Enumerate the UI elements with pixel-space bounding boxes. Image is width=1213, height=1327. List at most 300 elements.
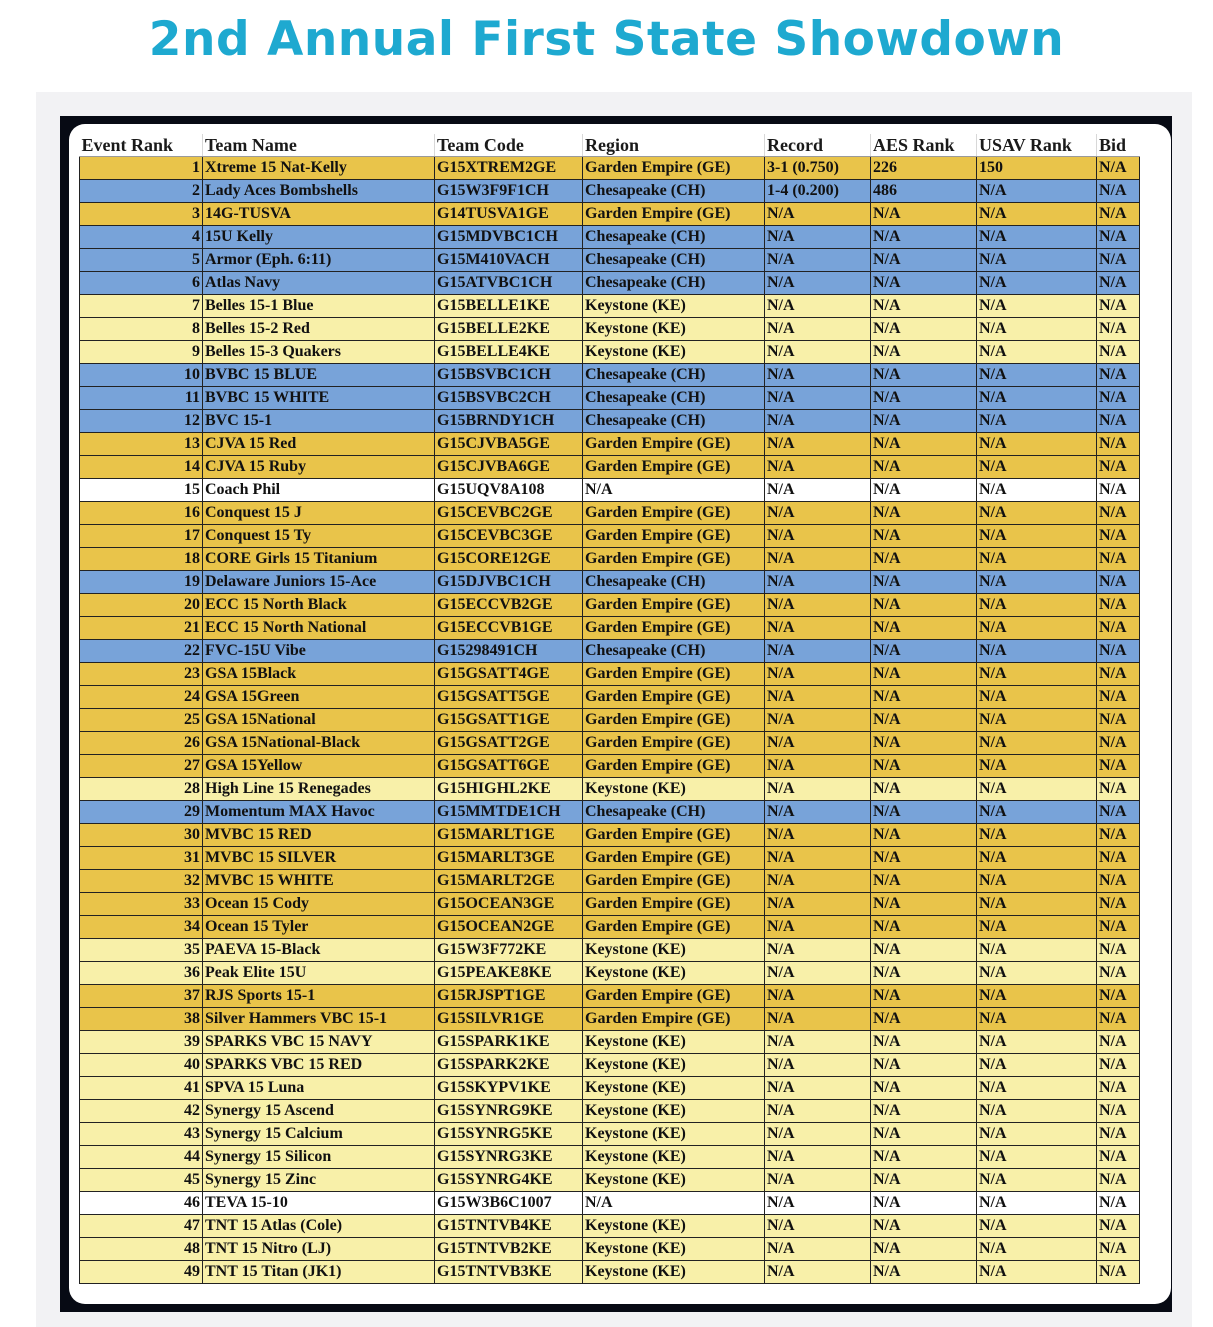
- table-row: [80, 755, 1140, 778]
- bid-cell: N/A: [1097, 387, 1140, 410]
- table-row: [80, 571, 1140, 594]
- usav-rank-cell: 150: [977, 157, 1097, 180]
- team-code-cell: G15TNTVB2KE: [435, 1238, 583, 1261]
- team-name-cell: MVBC 15 SILVER: [203, 847, 435, 870]
- team-code-cell: G15GSATT4GE: [435, 663, 583, 686]
- event-rank-cell: 2: [80, 180, 203, 203]
- table-row: [80, 203, 1140, 226]
- table-row: [80, 548, 1140, 571]
- bid-cell: N/A: [1097, 525, 1140, 548]
- table-row: [80, 433, 1140, 456]
- region-cell: Chesapeake (CH): [583, 272, 765, 295]
- region-cell: Chesapeake (CH): [583, 410, 765, 433]
- event-rank-cell: 40: [80, 1054, 203, 1077]
- aes-rank-cell: N/A: [871, 1123, 977, 1146]
- team-code-cell: G15ECCVB1GE: [435, 617, 583, 640]
- event-rank-cell: 43: [80, 1123, 203, 1146]
- record-cell: N/A: [765, 617, 871, 640]
- region-cell: Garden Empire (GE): [583, 870, 765, 893]
- team-name-cell: MVBC 15 RED: [203, 824, 435, 847]
- table-row: [80, 640, 1140, 663]
- usav-rank-cell: N/A: [977, 1169, 1097, 1192]
- record-cell: N/A: [765, 272, 871, 295]
- team-name-cell: BVBC 15 BLUE: [203, 364, 435, 387]
- team-code-cell: G15GSATT5GE: [435, 686, 583, 709]
- record-cell: N/A: [765, 893, 871, 916]
- event-rank-cell: 41: [80, 1077, 203, 1100]
- event-rank-cell: 42: [80, 1100, 203, 1123]
- table-row: [80, 157, 1140, 180]
- aes-rank-cell: N/A: [871, 525, 977, 548]
- region-cell: Garden Empire (GE): [583, 755, 765, 778]
- event-rank-cell: 47: [80, 1215, 203, 1238]
- record-cell: N/A: [765, 410, 871, 433]
- event-rank-cell: 13: [80, 433, 203, 456]
- team-code-cell: G15MARLT1GE: [435, 824, 583, 847]
- aes-rank-cell: N/A: [871, 663, 977, 686]
- team-code-cell: G15SYNRG5KE: [435, 1123, 583, 1146]
- header-aes-rank: AES Rank: [871, 134, 977, 157]
- record-cell: N/A: [765, 502, 871, 525]
- bid-cell: N/A: [1097, 433, 1140, 456]
- team-code-cell: G15BRNDY1CH: [435, 410, 583, 433]
- bid-cell: N/A: [1097, 341, 1140, 364]
- aes-rank-cell: N/A: [871, 502, 977, 525]
- table-row: [80, 939, 1140, 962]
- table-row: [80, 1192, 1140, 1215]
- usav-rank-cell: N/A: [977, 1054, 1097, 1077]
- bid-cell: N/A: [1097, 1054, 1140, 1077]
- usav-rank-cell: N/A: [977, 617, 1097, 640]
- bid-cell: N/A: [1097, 1100, 1140, 1123]
- region-cell: Chesapeake (CH): [583, 180, 765, 203]
- team-code-cell: G15SPARK2KE: [435, 1054, 583, 1077]
- aes-rank-cell: N/A: [871, 1054, 977, 1077]
- team-code-cell: G15RJSPT1GE: [435, 985, 583, 1008]
- region-cell: Keystone (KE): [583, 1169, 765, 1192]
- aes-rank-cell: N/A: [871, 686, 977, 709]
- event-rank-cell: 16: [80, 502, 203, 525]
- bid-cell: N/A: [1097, 180, 1140, 203]
- record-cell: N/A: [765, 1169, 871, 1192]
- region-cell: Keystone (KE): [583, 341, 765, 364]
- record-cell: N/A: [765, 663, 871, 686]
- event-rank-cell: 36: [80, 962, 203, 985]
- team-name-cell: High Line 15 Renegades: [203, 778, 435, 801]
- bid-cell: N/A: [1097, 663, 1140, 686]
- aes-rank-cell: N/A: [871, 479, 977, 502]
- usav-rank-cell: N/A: [977, 295, 1097, 318]
- event-rank-cell: 30: [80, 824, 203, 847]
- record-cell: N/A: [765, 1008, 871, 1031]
- bid-cell: N/A: [1097, 1146, 1140, 1169]
- table-body: [80, 157, 1140, 1284]
- team-code-cell: G15XTREM2GE: [435, 157, 583, 180]
- team-name-cell: Synergy 15 Ascend: [203, 1100, 435, 1123]
- team-code-cell: G15BSVBC2CH: [435, 387, 583, 410]
- event-rank-cell: 25: [80, 709, 203, 732]
- bid-cell: N/A: [1097, 364, 1140, 387]
- usav-rank-cell: N/A: [977, 433, 1097, 456]
- team-code-cell: G15W3F772KE: [435, 939, 583, 962]
- record-cell: N/A: [765, 755, 871, 778]
- usav-rank-cell: N/A: [977, 801, 1097, 824]
- aes-rank-cell: N/A: [871, 272, 977, 295]
- aes-rank-cell: N/A: [871, 778, 977, 801]
- event-rank-cell: 21: [80, 617, 203, 640]
- region-cell: Garden Empire (GE): [583, 893, 765, 916]
- region-cell: Garden Empire (GE): [583, 985, 765, 1008]
- bid-cell: N/A: [1097, 755, 1140, 778]
- usav-rank-cell: N/A: [977, 709, 1097, 732]
- team-code-cell: G15ATVBC1CH: [435, 272, 583, 295]
- table-row: [80, 732, 1140, 755]
- header-record: Record: [765, 134, 871, 157]
- bid-cell: N/A: [1097, 249, 1140, 272]
- aes-rank-cell: N/A: [871, 755, 977, 778]
- team-name-cell: Delaware Juniors 15-Ace: [203, 571, 435, 594]
- usav-rank-cell: N/A: [977, 594, 1097, 617]
- team-code-cell: G15SYNRG4KE: [435, 1169, 583, 1192]
- aes-rank-cell: N/A: [871, 456, 977, 479]
- region-cell: Keystone (KE): [583, 939, 765, 962]
- record-cell: N/A: [765, 203, 871, 226]
- record-cell: N/A: [765, 1031, 871, 1054]
- usav-rank-cell: N/A: [977, 1077, 1097, 1100]
- event-rank-cell: 22: [80, 640, 203, 663]
- team-code-cell: G15CORE12GE: [435, 548, 583, 571]
- bid-cell: N/A: [1097, 295, 1140, 318]
- team-code-cell: G15DJVBC1CH: [435, 571, 583, 594]
- team-code-cell: G15ECCVB2GE: [435, 594, 583, 617]
- aes-rank-cell: N/A: [871, 893, 977, 916]
- region-cell: Garden Empire (GE): [583, 203, 765, 226]
- region-cell: Keystone (KE): [583, 1077, 765, 1100]
- team-name-cell: Lady Aces Bombshells: [203, 180, 435, 203]
- aes-rank-cell: N/A: [871, 433, 977, 456]
- usav-rank-cell: N/A: [977, 1100, 1097, 1123]
- usav-rank-cell: N/A: [977, 939, 1097, 962]
- event-rank-cell: 46: [80, 1192, 203, 1215]
- team-name-cell: PAEVA 15-Black: [203, 939, 435, 962]
- region-cell: Chesapeake (CH): [583, 364, 765, 387]
- record-cell: N/A: [765, 1077, 871, 1100]
- region-cell: Chesapeake (CH): [583, 249, 765, 272]
- standings-table: [79, 134, 1140, 1284]
- team-code-cell: G15TNTVB4KE: [435, 1215, 583, 1238]
- bid-cell: N/A: [1097, 456, 1140, 479]
- team-name-cell: Synergy 15 Calcium: [203, 1123, 435, 1146]
- event-rank-cell: 8: [80, 318, 203, 341]
- aes-rank-cell: N/A: [871, 387, 977, 410]
- team-name-cell: BVBC 15 WHITE: [203, 387, 435, 410]
- aes-rank-cell: N/A: [871, 249, 977, 272]
- bid-cell: N/A: [1097, 1261, 1140, 1284]
- team-code-cell: G15OCEAN3GE: [435, 893, 583, 916]
- table-row: [80, 479, 1140, 502]
- team-code-cell: G15MARLT2GE: [435, 870, 583, 893]
- usav-rank-cell: N/A: [977, 1031, 1097, 1054]
- team-name-cell: GSA 15National: [203, 709, 435, 732]
- usav-rank-cell: N/A: [977, 272, 1097, 295]
- event-rank-cell: 29: [80, 801, 203, 824]
- table-row: [80, 341, 1140, 364]
- table-row: [80, 364, 1140, 387]
- region-cell: Garden Empire (GE): [583, 617, 765, 640]
- team-name-cell: Ocean 15 Cody: [203, 893, 435, 916]
- table-row: [80, 663, 1140, 686]
- table-row: [80, 709, 1140, 732]
- table-row: [80, 594, 1140, 617]
- table-row: [80, 847, 1140, 870]
- aes-rank-cell: N/A: [871, 1261, 977, 1284]
- record-cell: N/A: [765, 295, 871, 318]
- team-name-cell: 15U Kelly: [203, 226, 435, 249]
- team-name-cell: Conquest 15 Ty: [203, 525, 435, 548]
- aes-rank-cell: N/A: [871, 801, 977, 824]
- team-name-cell: BVC 15-1: [203, 410, 435, 433]
- event-rank-cell: 19: [80, 571, 203, 594]
- record-cell: N/A: [765, 1215, 871, 1238]
- record-cell: N/A: [765, 778, 871, 801]
- usav-rank-cell: N/A: [977, 1008, 1097, 1031]
- aes-rank-cell: N/A: [871, 1077, 977, 1100]
- bid-cell: N/A: [1097, 847, 1140, 870]
- bid-cell: N/A: [1097, 1169, 1140, 1192]
- usav-rank-cell: N/A: [977, 410, 1097, 433]
- table-row: [80, 1238, 1140, 1261]
- record-cell: N/A: [765, 1261, 871, 1284]
- region-cell: N/A: [583, 1192, 765, 1215]
- usav-rank-cell: N/A: [977, 916, 1097, 939]
- table-row: [80, 1054, 1140, 1077]
- aes-rank-cell: N/A: [871, 709, 977, 732]
- team-name-cell: SPARKS VBC 15 NAVY: [203, 1031, 435, 1054]
- team-name-cell: Synergy 15 Zinc: [203, 1169, 435, 1192]
- team-code-cell: G15W3F9F1CH: [435, 180, 583, 203]
- team-code-cell: G15MMTDE1CH: [435, 801, 583, 824]
- table-row: [80, 1146, 1140, 1169]
- bid-cell: N/A: [1097, 686, 1140, 709]
- record-cell: N/A: [765, 341, 871, 364]
- region-cell: Garden Empire (GE): [583, 525, 765, 548]
- usav-rank-cell: N/A: [977, 962, 1097, 985]
- table-row: [80, 1031, 1140, 1054]
- table-row: [80, 295, 1140, 318]
- usav-rank-cell: N/A: [977, 341, 1097, 364]
- team-code-cell: G15UQV8A108: [435, 479, 583, 502]
- team-name-cell: Belles 15-2 Red: [203, 318, 435, 341]
- team-code-cell: G15TNTVB3KE: [435, 1261, 583, 1284]
- bid-cell: N/A: [1097, 272, 1140, 295]
- header-event-rank: Event Rank: [80, 134, 203, 157]
- record-cell: N/A: [765, 1054, 871, 1077]
- team-name-cell: Synergy 15 Silicon: [203, 1146, 435, 1169]
- aes-rank-cell: N/A: [871, 1008, 977, 1031]
- region-cell: Keystone (KE): [583, 1238, 765, 1261]
- aes-rank-cell: N/A: [871, 1215, 977, 1238]
- record-cell: N/A: [765, 939, 871, 962]
- table-row: [80, 1123, 1140, 1146]
- aes-rank-cell: N/A: [871, 732, 977, 755]
- usav-rank-cell: N/A: [977, 548, 1097, 571]
- team-name-cell: FVC-15U Vibe: [203, 640, 435, 663]
- usav-rank-cell: N/A: [977, 755, 1097, 778]
- usav-rank-cell: N/A: [977, 1146, 1097, 1169]
- region-cell: N/A: [583, 479, 765, 502]
- record-cell: N/A: [765, 525, 871, 548]
- bid-cell: N/A: [1097, 502, 1140, 525]
- event-rank-cell: 1: [80, 157, 203, 180]
- bid-cell: N/A: [1097, 893, 1140, 916]
- team-name-cell: CJVA 15 Red: [203, 433, 435, 456]
- record-cell: N/A: [765, 594, 871, 617]
- region-cell: Keystone (KE): [583, 295, 765, 318]
- aes-rank-cell: N/A: [871, 571, 977, 594]
- bid-cell: N/A: [1097, 226, 1140, 249]
- team-name-cell: Belles 15-3 Quakers: [203, 341, 435, 364]
- team-name-cell: Armor (Eph. 6:11): [203, 249, 435, 272]
- table-row: [80, 525, 1140, 548]
- record-cell: N/A: [765, 686, 871, 709]
- team-code-cell: G15HIGHL2KE: [435, 778, 583, 801]
- usav-rank-cell: N/A: [977, 502, 1097, 525]
- event-rank-cell: 37: [80, 985, 203, 1008]
- team-code-cell: G15OCEAN2GE: [435, 916, 583, 939]
- aes-rank-cell: N/A: [871, 1031, 977, 1054]
- team-code-cell: G15CJVBA6GE: [435, 456, 583, 479]
- region-cell: Keystone (KE): [583, 778, 765, 801]
- record-cell: N/A: [765, 1146, 871, 1169]
- event-rank-cell: 44: [80, 1146, 203, 1169]
- team-code-cell: G15CEVBC2GE: [435, 502, 583, 525]
- bid-cell: N/A: [1097, 870, 1140, 893]
- bid-cell: N/A: [1097, 824, 1140, 847]
- usav-rank-cell: N/A: [977, 571, 1097, 594]
- team-name-cell: TNT 15 Nitro (LJ): [203, 1238, 435, 1261]
- bid-cell: N/A: [1097, 571, 1140, 594]
- bid-cell: N/A: [1097, 1077, 1140, 1100]
- team-code-cell: G15SYNRG9KE: [435, 1100, 583, 1123]
- region-cell: Garden Empire (GE): [583, 502, 765, 525]
- table-row: [80, 962, 1140, 985]
- bid-cell: N/A: [1097, 778, 1140, 801]
- event-rank-cell: 7: [80, 295, 203, 318]
- team-code-cell: G15SYNRG3KE: [435, 1146, 583, 1169]
- usav-rank-cell: N/A: [977, 640, 1097, 663]
- bid-cell: N/A: [1097, 157, 1140, 180]
- bid-cell: N/A: [1097, 640, 1140, 663]
- aes-rank-cell: N/A: [871, 617, 977, 640]
- table-row: [80, 985, 1140, 1008]
- usav-rank-cell: N/A: [977, 663, 1097, 686]
- usav-rank-cell: N/A: [977, 387, 1097, 410]
- event-rank-cell: 49: [80, 1261, 203, 1284]
- bid-cell: N/A: [1097, 594, 1140, 617]
- usav-rank-cell: N/A: [977, 847, 1097, 870]
- table-row: [80, 1169, 1140, 1192]
- bid-cell: N/A: [1097, 916, 1140, 939]
- region-cell: Garden Empire (GE): [583, 456, 765, 479]
- team-code-cell: G15CJVBA5GE: [435, 433, 583, 456]
- event-rank-cell: 5: [80, 249, 203, 272]
- record-cell: N/A: [765, 1192, 871, 1215]
- region-cell: Keystone (KE): [583, 1100, 765, 1123]
- table-row: [80, 778, 1140, 801]
- team-name-cell: TNT 15 Atlas (Cole): [203, 1215, 435, 1238]
- region-cell: Chesapeake (CH): [583, 571, 765, 594]
- record-cell: N/A: [765, 962, 871, 985]
- record-cell: N/A: [765, 640, 871, 663]
- table-row: [80, 801, 1140, 824]
- usav-rank-cell: N/A: [977, 778, 1097, 801]
- record-cell: N/A: [765, 870, 871, 893]
- table-row: [80, 1077, 1140, 1100]
- aes-rank-cell: N/A: [871, 226, 977, 249]
- event-rank-cell: 26: [80, 732, 203, 755]
- event-rank-cell: 28: [80, 778, 203, 801]
- event-rank-cell: 14: [80, 456, 203, 479]
- aes-rank-cell: N/A: [871, 870, 977, 893]
- table-row: [80, 318, 1140, 341]
- team-code-cell: G15W3B6C1007: [435, 1192, 583, 1215]
- region-cell: Keystone (KE): [583, 1031, 765, 1054]
- team-code-cell: G15BELLE4KE: [435, 341, 583, 364]
- bid-cell: N/A: [1097, 1238, 1140, 1261]
- aes-rank-cell: N/A: [871, 985, 977, 1008]
- aes-rank-cell: N/A: [871, 203, 977, 226]
- aes-rank-cell: N/A: [871, 1146, 977, 1169]
- record-cell: N/A: [765, 433, 871, 456]
- team-code-cell: G14TUSVA1GE: [435, 203, 583, 226]
- record-cell: N/A: [765, 847, 871, 870]
- event-rank-cell: 20: [80, 594, 203, 617]
- record-cell: N/A: [765, 571, 871, 594]
- event-rank-cell: 9: [80, 341, 203, 364]
- aes-rank-cell: N/A: [871, 548, 977, 571]
- record-cell: N/A: [765, 824, 871, 847]
- record-cell: N/A: [765, 916, 871, 939]
- header-team-code: Team Code: [435, 134, 583, 157]
- usav-rank-cell: N/A: [977, 893, 1097, 916]
- bid-cell: N/A: [1097, 1031, 1140, 1054]
- team-name-cell: Silver Hammers VBC 15-1: [203, 1008, 435, 1031]
- record-cell: N/A: [765, 1123, 871, 1146]
- region-cell: Keystone (KE): [583, 962, 765, 985]
- aes-rank-cell: N/A: [871, 594, 977, 617]
- team-name-cell: 14G-TUSVA: [203, 203, 435, 226]
- event-rank-cell: 18: [80, 548, 203, 571]
- usav-rank-cell: N/A: [977, 985, 1097, 1008]
- team-name-cell: TNT 15 Titan (JK1): [203, 1261, 435, 1284]
- event-rank-cell: 11: [80, 387, 203, 410]
- usav-rank-cell: N/A: [977, 1192, 1097, 1215]
- team-code-cell: G15SILVR1GE: [435, 1008, 583, 1031]
- record-cell: 1-4 (0.200): [765, 180, 871, 203]
- record-cell: N/A: [765, 548, 871, 571]
- usav-rank-cell: N/A: [977, 732, 1097, 755]
- record-cell: N/A: [765, 226, 871, 249]
- aes-rank-cell: 486: [871, 180, 977, 203]
- event-rank-cell: 39: [80, 1031, 203, 1054]
- team-code-cell: G15GSATT2GE: [435, 732, 583, 755]
- table-row: [80, 456, 1140, 479]
- event-rank-cell: 38: [80, 1008, 203, 1031]
- table-row: [80, 502, 1140, 525]
- aes-rank-cell: N/A: [871, 847, 977, 870]
- bid-cell: N/A: [1097, 1008, 1140, 1031]
- record-cell: N/A: [765, 1100, 871, 1123]
